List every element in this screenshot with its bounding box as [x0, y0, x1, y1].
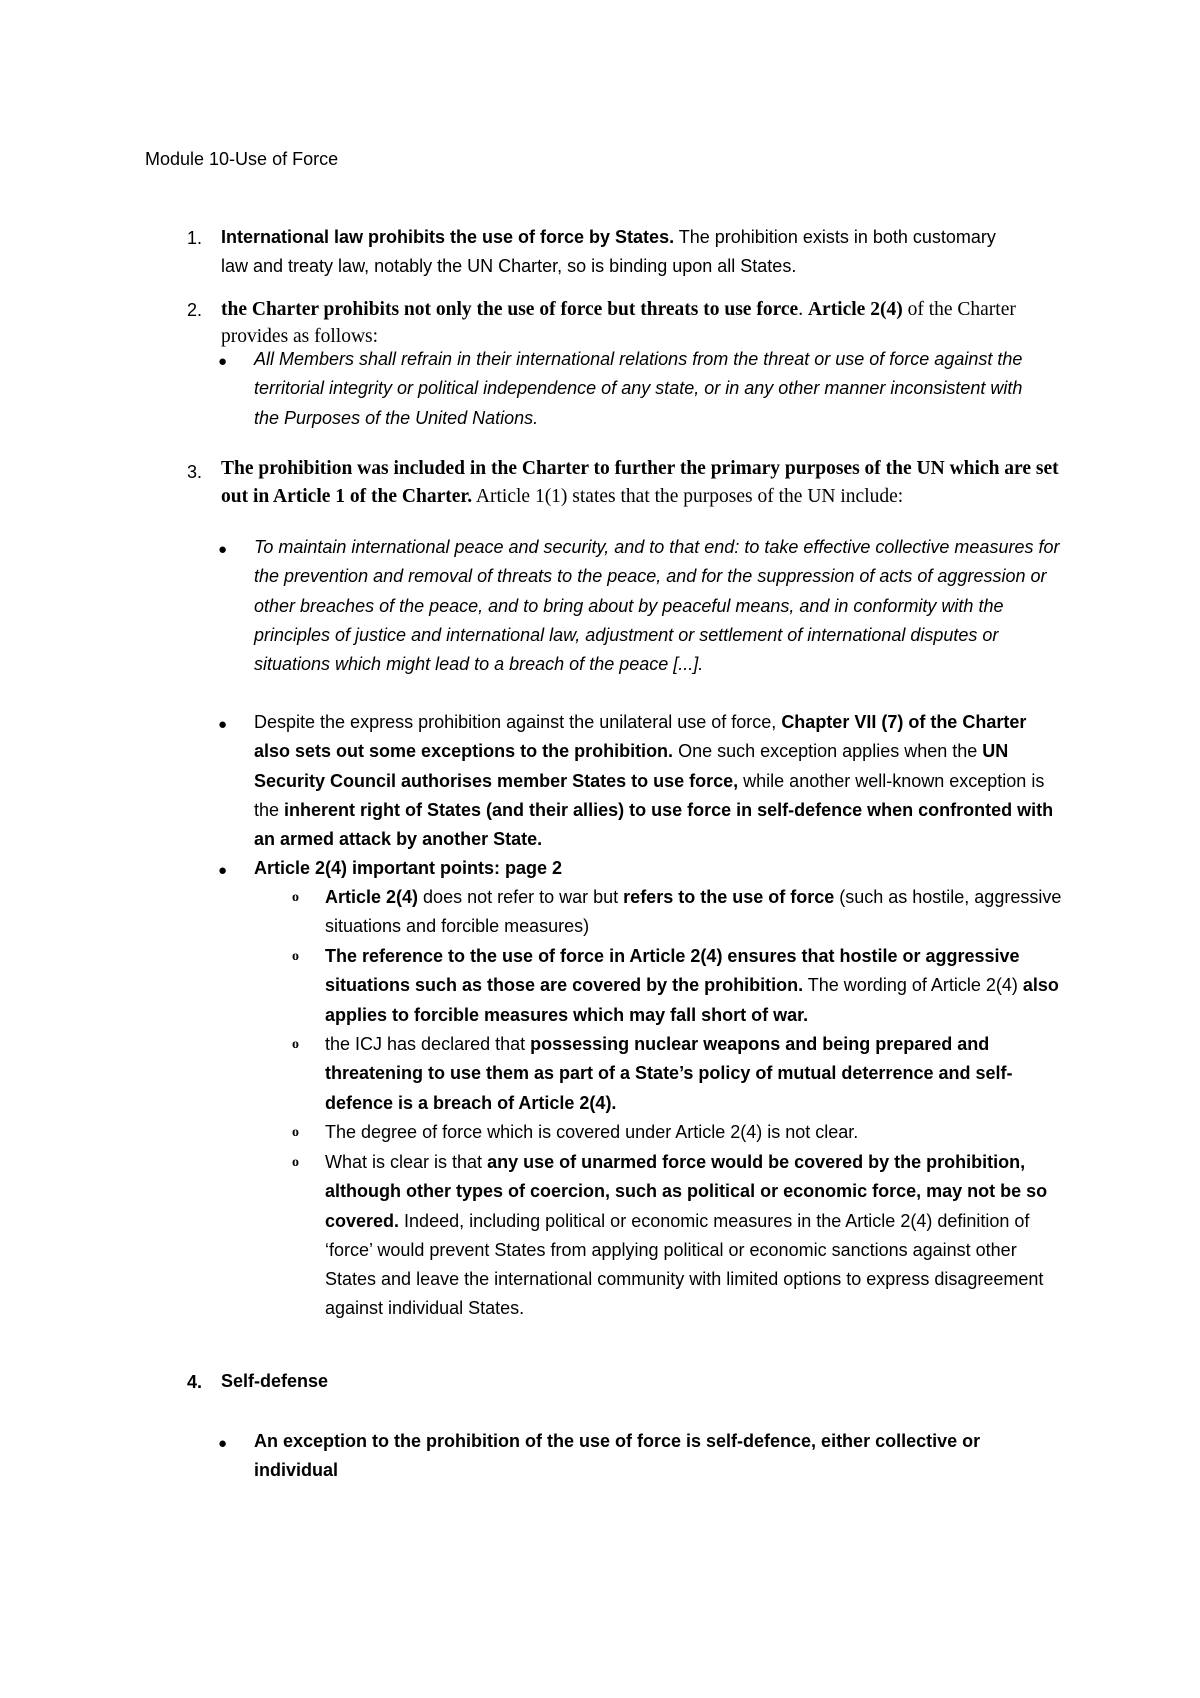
bullet-icon: ●	[218, 353, 228, 370]
item-2-rest: of the Charter provides as follows:	[221, 299, 1016, 347]
page-title: Module 10-Use of Force	[145, 149, 339, 169]
bullet-icon: ●	[218, 1435, 228, 1452]
item-2-quote: All Members shall refrain in their international relations from the threat or use of force against the territorial integrity or political independence of any state, or in any other manner inconsistent with the Purposes of the United Nations.	[254, 349, 1023, 428]
point-5: What is clear is that any use of unarmed force would be covered by the prohibition, although other types of coercion, such as political or economic force, may not be so covered. Indeed, including political or economic measures in the Article 2(4) definition of ‘force’ would prevent States from applying political or economic sanctions against other States and leave the international community with limited options to express disagreement against individual States.	[325, 1152, 1048, 1319]
bullet-icon: ●	[218, 862, 228, 879]
item-3-rest: Article 1(1) states that the purposes of the UN include:	[472, 485, 904, 507]
item-3-quote: To maintain international peace and security, and to that end: to take effective collective measures for the prevention and removal of threats to the peace, and for the suppression of acts of aggression or other breaches of the peace, and to bring about by peaceful means, and in conformity with the principles of justice and international law, adjustment or settlement of international disputes or situations which might lead to a breach of the peace [...].	[254, 537, 1060, 675]
sub-bullet-icon: o	[292, 1125, 299, 1140]
item-2-bold: the Charter prohibits not only the use of force but threats to use force	[221, 299, 799, 320]
item-3-bold: The prohibition was included in the Charter to further the primary purposes of the UN which are set out in Article 1 of the Charter.	[221, 458, 1059, 507]
item-1-number: 1.	[187, 228, 203, 248]
item-2-number: 2.	[187, 300, 203, 320]
sub-bullet-icon: o	[292, 1155, 299, 1170]
item-1-bold: International law prohibits the use of force by States.	[221, 227, 675, 247]
point-2: The reference to the use of force in Article 2(4) ensures that hostile or aggressive situations such as those are covered by the prohibition. The wording of Article 2(4) also applies to forcible measures which may fall short of war.	[325, 946, 1059, 1025]
point-4: The degree of force which is covered under Article 2(4) is not clear.	[325, 1122, 859, 1142]
point-3: the ICJ has declared that possessing nuclear weapons and being prepared and threatening to use them as part of a State’s policy of mutual deterrence and self-defence is a breach of Article 2(4).	[325, 1034, 1013, 1113]
item-4-text: An exception to the prohibition of the use of force is self-defence, either collective or individual	[254, 1431, 981, 1481]
item-1-text	[221, 223, 1011, 281]
item-3-text	[221, 455, 1081, 510]
item-1-rest: The prohibition exists in both customary law and treaty law, notably the UN Charter, so is binding upon all States.	[221, 227, 996, 276]
item-4-number: 4.	[187, 1372, 203, 1392]
bullet-icon: ●	[218, 541, 228, 558]
sub-bullet-icon: o	[292, 890, 299, 905]
item-2-bold-article: Article 2(4)	[807, 299, 903, 320]
sub-bullet-icon: o	[292, 949, 299, 964]
sub-bullet-icon: o	[292, 1037, 299, 1052]
point-1: Article 2(4) does not refer to war but refers to the use of force (such as hostile, aggressive situations and forcible measures)	[325, 887, 1062, 937]
item-3-points-heading: Article 2(4) important points: page 2	[254, 858, 563, 878]
item-3-exceptions: Despite the express prohibition against the unilateral use of force, Chapter VII (7) of the Charter also sets out some exceptions to the prohibition. One such exception applies when the UN Security Council authorises member States to use force, while another well-known exception is the inherent right of States (and their allies) to use force in self-defence when confronted with an armed attack by another State.	[254, 712, 1054, 850]
bullet-icon: ●	[218, 716, 228, 733]
item-4-heading: Self-defense	[221, 1371, 329, 1391]
item-3-number: 3.	[187, 462, 203, 482]
item-2-text: the Charter prohibits not only the use of force but threats to use force. Article 2(4) of the Charter provides as follows:	[221, 299, 1016, 347]
